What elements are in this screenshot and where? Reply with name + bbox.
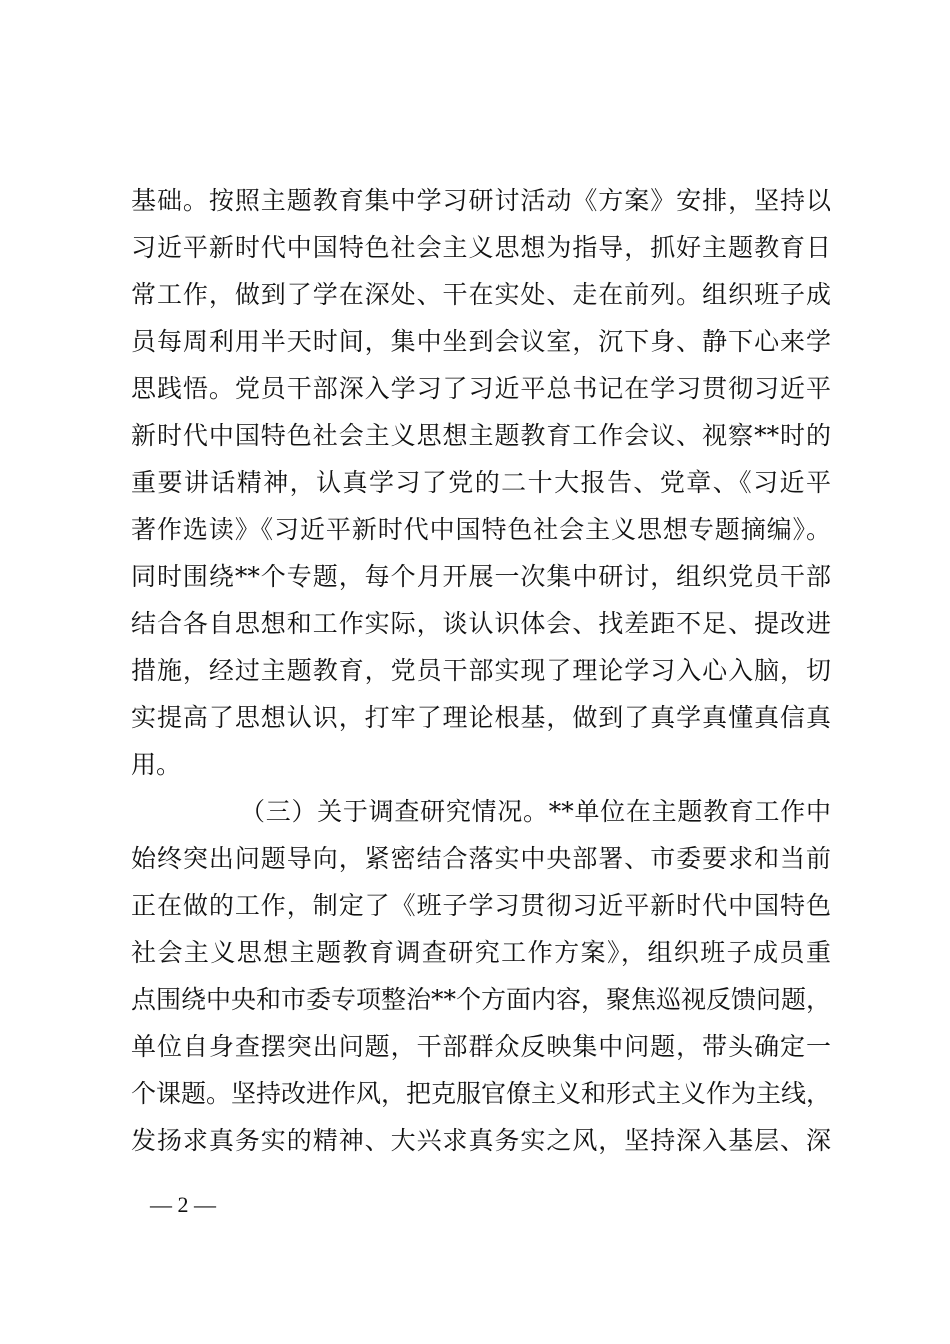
paragraph-line: 发扬求真务实的精神、大兴求真务实之风，坚持深入基层、深 [131,1126,831,1155]
paragraph-line: 习近平新时代中国特色社会主义思想为指导，抓好主题教育日 [131,233,831,262]
paragraph-line: 基础。按照主题教育集中学习研讨活动《方案》安排，坚持以 [131,186,831,215]
paragraph-line: 员每周利用半天时间，集中坐到会议室，沉下身、静下心来学 [131,327,831,356]
paragraph-line: 单位自身查摆突出问题，干部群众反映集中问题，带头确定一 [131,1032,831,1061]
paragraph-line: 思践悟。党员干部深入学习了习近平总书记在学习贯彻习近平 [131,374,831,403]
paragraph-line: 常工作，做到了学在深处、干在实处、走在前列。组织班子成 [131,280,831,309]
paragraph-line: 重要讲话精神，认真学习了党的二十大报告、党章、《习近平 [131,468,831,497]
paragraph-line: 新时代中国特色社会主义思想主题教育工作会议、视察**时的 [131,421,831,450]
paragraph-line: 结合各自思想和工作实际，谈认识体会、找差距不足、提改进 [131,609,831,638]
paragraph-line: 实提高了思想认识，打牢了理论根基，做到了真学真懂真信真 [131,703,831,732]
paragraph-line: 措施，经过主题教育，党员干部实现了理论学习入心入脑，切 [131,656,831,685]
paragraph-line: 著作选读》《习近平新时代中国特色社会主义思想专题摘编》。 [131,515,831,544]
paragraph-line: 点围绕中央和市委专项整治**个方面内容，聚焦巡视反馈问题， [131,985,832,1014]
paragraph-line: 正在做的工作，制定了《班子学习贯彻习近平新时代中国特色 [131,891,831,920]
section-heading-line: （三）关于调查研究情况。**单位在主题教育工作中 [240,797,831,826]
paragraph-line: 同时围绕**个专题，每个月开展一次集中研讨，组织党员干部 [131,562,831,591]
paragraph-line: 始终突出问题导向，紧密结合落实中央部署、市委要求和当前 [131,844,831,873]
paragraph-line: 个课题。坚持改进作风，把克服官僚主义和形式主义作为主线， [131,1079,832,1108]
paragraph-line: 社会主义思想主题教育调查研究工作方案》，组织班子成员重 [131,938,831,967]
paragraph-line: 用。 [131,750,182,779]
page-number: — 2 — [150,1192,216,1217]
